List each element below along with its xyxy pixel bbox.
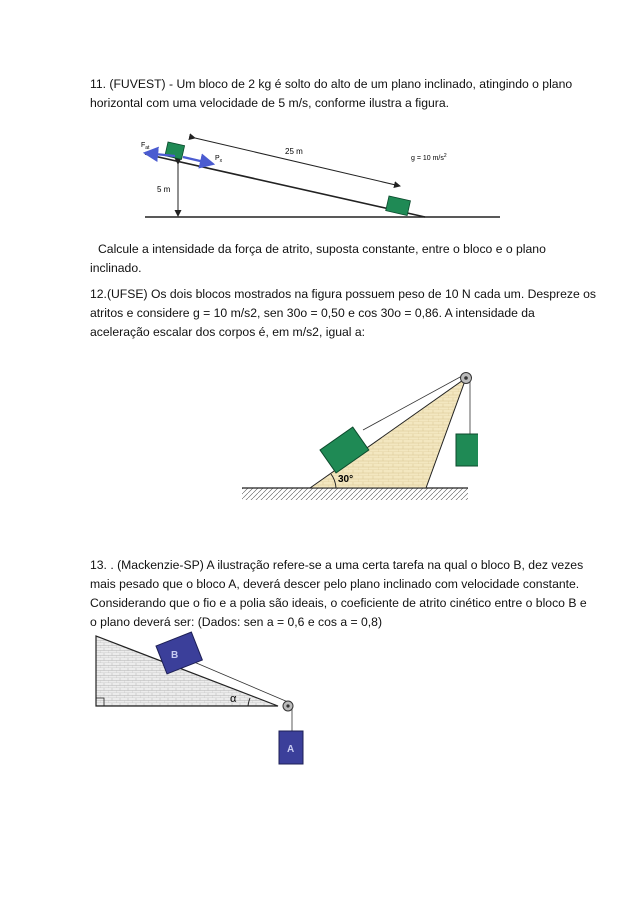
q11-statement bbox=[90, 75, 573, 113]
q12-figure bbox=[238, 368, 478, 508]
friction-label: $F_{at}$ bbox=[141, 142, 150, 151]
pulley-axle bbox=[286, 704, 289, 707]
angle-label: α bbox=[230, 693, 237, 705]
ground-hatch bbox=[242, 488, 468, 500]
q12-statement bbox=[90, 285, 597, 342]
incline-wedge bbox=[310, 378, 466, 488]
q11-question-line-1: Calcule a intensidade da força de atrito, suposta constante, entre o bloco e o plano bbox=[98, 242, 546, 256]
pulley-axle bbox=[464, 376, 468, 380]
gravity-label: g = 10 $m/s^2$ bbox=[411, 153, 447, 162]
height-label: 5 m bbox=[157, 185, 171, 194]
q13-figure bbox=[92, 628, 312, 768]
hanging-block bbox=[456, 434, 478, 466]
q13-line-3: Considerando que o fio e a polia são ideais, o coeficiente de atrito cinético entre o bloco B e bbox=[90, 596, 587, 610]
q11-line-2: horizontal com uma velocidade de 5 m/s, conforme ilustra a figura. bbox=[90, 96, 450, 110]
q11-figure bbox=[135, 130, 510, 225]
angle-label: 30° bbox=[338, 474, 354, 485]
weight-label: $P_x$ bbox=[215, 155, 223, 164]
bottom-block bbox=[386, 196, 411, 215]
q12-line-1: 12.(UFSE) Os dois blocos mostrados na figura possuem peso de 10 N cada um. Despreze os bbox=[90, 287, 597, 301]
q11-line-1: 11. (FUVEST) - Um bloco de 2 kg é solto do alto de um plano inclinado, atingindo o plano bbox=[90, 77, 573, 91]
q11-question-line-2: inclinado. bbox=[90, 261, 142, 275]
q13-line-4: o plano deverá ser: (Dados: sen a = 0,6 e cos a = 0,8) bbox=[90, 615, 383, 629]
block-a-label: A bbox=[287, 744, 295, 755]
q12-line-3: aceleração escalar dos corpos é, em m/s2, igual a: bbox=[90, 325, 366, 339]
q12-line-2: atritos e considere g = 10 m/s2, sen 30o = 0,50 e cos 30o = 0,86. A intensidade da bbox=[90, 306, 535, 320]
q13-line-1: 13. . (Mackenzie-SP) A ilustração refere-se a uma certa tarefa na qual o bloco B, dez vezes bbox=[90, 558, 584, 572]
block-b-label: B bbox=[171, 650, 179, 661]
q13-statement bbox=[90, 556, 587, 632]
length-arrow bbox=[195, 138, 400, 186]
incline-line bbox=[145, 154, 425, 217]
q11-question bbox=[90, 240, 560, 278]
length-label: 25 m bbox=[285, 147, 303, 156]
q13-line-2: mais pesado que o bloco A, deverá descer pelo plano inclinado com velocidade constante. bbox=[90, 577, 580, 591]
